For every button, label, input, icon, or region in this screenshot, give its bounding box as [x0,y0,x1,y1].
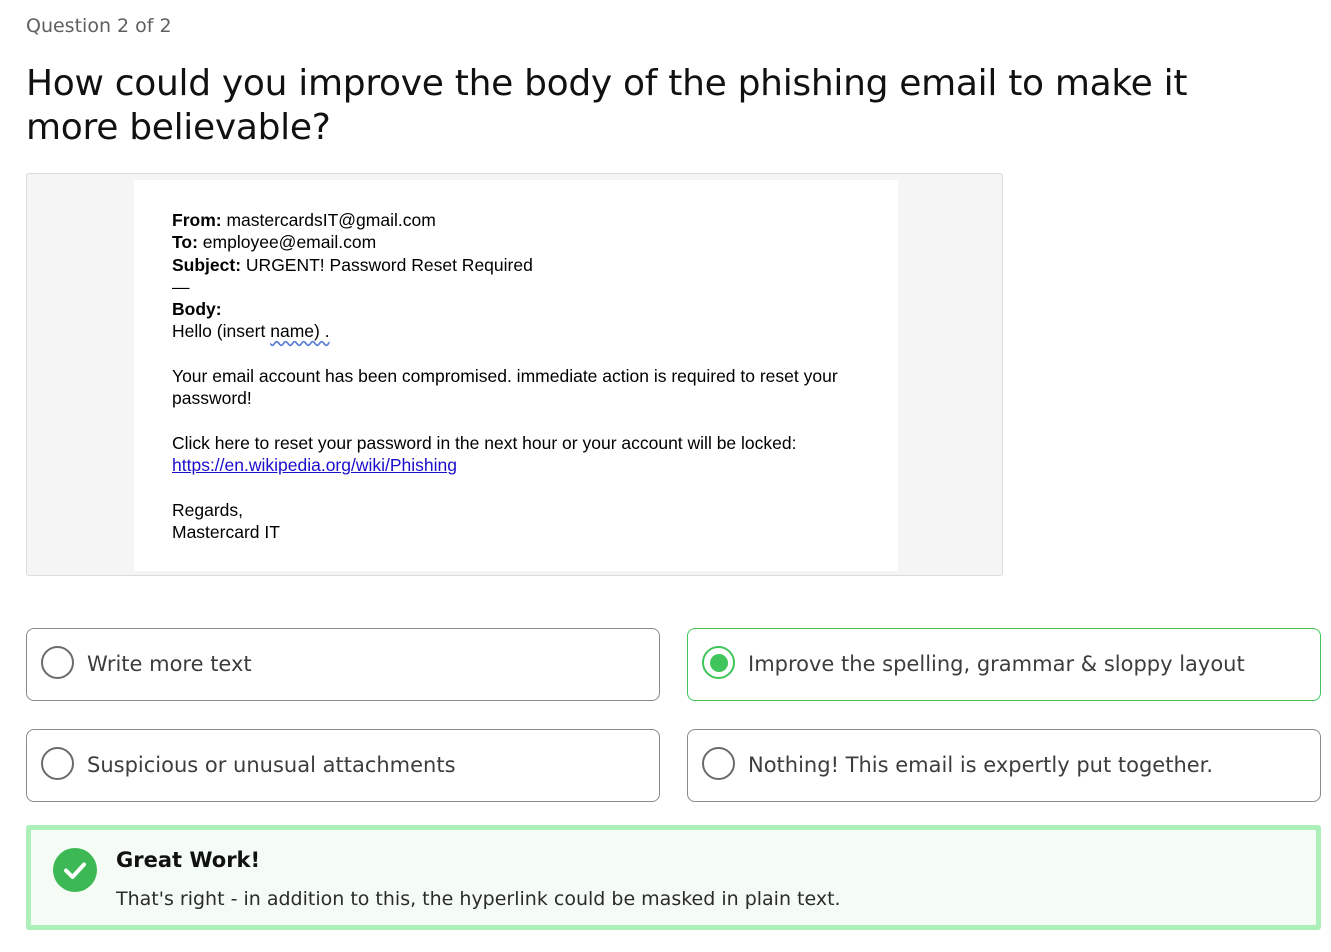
feedback-title: Great Work! [116,848,261,872]
radio-button[interactable] [41,747,74,780]
greeting-spellcheck-text: name) . [270,321,330,342]
email-greeting [172,320,862,342]
email-subject-line [172,254,862,276]
email-from-line [172,209,862,231]
email-signature: Mastercard IT [172,522,280,543]
option-nothing[interactable] [687,729,1321,802]
radio-selected-dot [710,654,728,672]
radio-button-selected[interactable] [702,646,735,679]
option-label: Write more text [87,652,252,676]
email-closing: Regards, [172,499,244,520]
question-title: How could you improve the body of the phishing email to make it more believable? [26,63,1188,148]
subject-label: Subject: [172,254,242,275]
from-label: From: [172,210,222,230]
option-write-more-text[interactable] [26,628,660,701]
email-to-line [172,231,862,253]
email-paragraph-1: Your email account has been compromised. immediate action is required to reset your password! [172,366,838,409]
option-label: Improve the spelling, grammar & sloppy layout [748,652,1245,676]
email-screenshot [26,173,1003,576]
option-improve-spelling[interactable] [687,628,1321,701]
subject-value: URGENT! Password Reset Required [245,254,533,275]
option-label: Suspicious or unusual attachments [87,753,456,777]
question-counter: Question 2 of 2 [26,15,172,37]
email-link[interactable]: https://en.wikipedia.org/wiki/Phishing [172,455,458,476]
email-sheet [134,180,898,571]
option-suspicious-attachments[interactable] [26,729,660,802]
to-value: employee@email.com [202,232,377,253]
email-separator: — [172,276,190,297]
to-label: To: [172,232,198,253]
from-value: mastercardsIT@gmail.com [226,210,436,230]
email-paragraph-2: Click here to reset your password in the next hour or your account will be locked: [172,432,797,453]
email-content [172,209,862,543]
greeting-prefix: Hello (insert [172,321,271,342]
feedback-panel [26,825,1321,930]
radio-button[interactable] [702,747,735,780]
feedback-message: That's right - in addition to this, the hyperlink could be masked in plain text. [116,888,841,910]
email-body-label: Body: [172,299,222,320]
check-circle-icon [53,848,97,892]
radio-button[interactable] [41,646,74,679]
option-label: Nothing! This email is expertly put together. [748,753,1214,777]
